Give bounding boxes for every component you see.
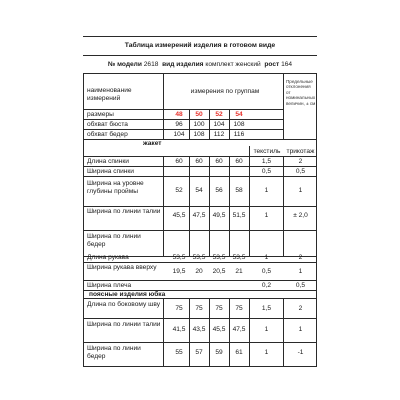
jacket-row-label: Длина спинки	[87, 158, 129, 165]
jacket-knit-tolerance: 2	[298, 158, 303, 165]
rule	[209, 156, 210, 256]
jacket-value: 52	[175, 187, 183, 194]
jacket-value: 20	[195, 268, 203, 275]
header-size-groups: измерения по группам	[190, 88, 260, 95]
body-value: 104	[213, 121, 225, 128]
body-value: 116	[233, 131, 245, 138]
skirt-textile-tolerance: 1	[264, 326, 269, 333]
jacket-textile-tolerance: 0,5	[261, 168, 272, 175]
document-title: Таблица измерений изделия в готовом виде	[124, 42, 276, 49]
jacket-row-label: Ширина плеча	[87, 282, 132, 289]
jacket-value: 60	[175, 158, 183, 165]
height-value: 164	[281, 61, 293, 68]
size-value: 52	[215, 111, 223, 118]
measurement-sheet	[83, 0, 317, 400]
jacket-knit-tolerance: 0,5	[295, 168, 306, 175]
jacket-textile-tolerance: 1	[264, 254, 269, 261]
jacket-textile-tolerance: 1,5	[261, 158, 272, 165]
body-row-label: обхват бюста	[87, 121, 128, 128]
jacket-value: 60	[215, 158, 223, 165]
skirt-knit-tolerance: 1	[298, 326, 303, 333]
body-value: 108	[233, 121, 245, 128]
height-label: рост	[264, 61, 280, 68]
jacket-value: 56	[215, 187, 223, 194]
body-value: 100	[193, 121, 205, 128]
skirt-knit-tolerance: 2	[298, 305, 303, 312]
jacket-value: 53,5	[232, 254, 246, 261]
jacket-value: 58	[235, 187, 243, 194]
header-knit: трикотаж	[286, 148, 315, 155]
sizes-label: размеры	[87, 111, 114, 118]
size-value: 50	[195, 111, 203, 118]
rule	[163, 156, 164, 256]
jacket-knit-tolerance: 1	[298, 268, 303, 275]
rule	[83, 342, 317, 343]
section-skirt: поясные изделия юбка	[89, 291, 166, 298]
jacket-value: 53,5	[192, 254, 206, 261]
skirt-value: 43,5	[192, 326, 206, 333]
product-type-label: вид изделия	[162, 61, 204, 68]
header-tolerance: Предельные отклонения от номинальных величин, ± см	[286, 79, 316, 106]
jacket-textile-tolerance: 0,5	[261, 268, 272, 275]
rule	[83, 139, 317, 140]
rule	[83, 206, 317, 207]
rule	[283, 73, 284, 139]
model-number: 2618	[143, 61, 159, 68]
jacket-value: 53,5	[172, 254, 186, 261]
section-jacket: жакет	[143, 140, 162, 147]
jacket-row-label: Ширина по линии бедер	[87, 233, 141, 248]
jacket-textile-tolerance: 0,2	[261, 282, 272, 289]
jacket-value: 51,5	[232, 212, 246, 219]
skirt-value: 75	[175, 305, 183, 312]
size-value: 54	[235, 111, 243, 118]
jacket-value: 60	[235, 158, 243, 165]
jacket-knit-tolerance: 0,5	[295, 282, 306, 289]
rule	[83, 73, 317, 74]
size-value: 48	[175, 111, 183, 118]
rule	[83, 129, 283, 130]
body-value: 96	[175, 121, 183, 128]
rule	[83, 366, 317, 367]
header-textile: текстиль	[253, 148, 281, 155]
rule	[83, 230, 317, 231]
jacket-row-label: Ширина на уровне глубины проймы	[87, 180, 144, 195]
model-line	[83, 61, 317, 68]
jacket-row-label: Ширина рукава вверху	[87, 264, 157, 271]
rule	[83, 176, 317, 177]
rule	[229, 156, 230, 256]
rule	[83, 55, 317, 56]
body-value: 108	[193, 131, 205, 138]
rule	[83, 73, 84, 366]
skirt-row-label: Ширина по линии бедер	[87, 345, 141, 360]
rule	[83, 280, 317, 281]
jacket-value: 60	[195, 158, 203, 165]
body-value: 104	[173, 131, 185, 138]
jacket-knit-tolerance: ± 2,0	[293, 212, 308, 219]
rule	[83, 318, 317, 319]
skirt-value: 47,5	[232, 326, 246, 333]
skirt-value: 75	[235, 305, 243, 312]
skirt-value: 59	[215, 349, 223, 356]
rule	[83, 166, 317, 167]
rule	[83, 119, 283, 120]
skirt-value: 45,5	[212, 326, 226, 333]
jacket-value: 49,5	[212, 212, 226, 219]
header-measurement-name: наименование измерений	[87, 87, 132, 102]
body-value: 112	[213, 131, 225, 138]
jacket-value: 21	[235, 268, 243, 275]
jacket-textile-tolerance: 1	[264, 212, 269, 219]
skirt-row-label: Ширина по линии талии	[87, 321, 161, 328]
rule	[163, 298, 164, 366]
skirt-value: 61	[235, 349, 243, 356]
skirt-knit-tolerance: -1	[297, 349, 304, 356]
skirt-textile-tolerance: 1	[264, 349, 269, 356]
body-row-label: обхват бедер	[87, 131, 128, 138]
rule	[83, 156, 317, 157]
product-type-value: комплект женский	[205, 61, 261, 68]
skirt-textile-tolerance: 1,5	[261, 305, 272, 312]
skirt-value: 55	[175, 349, 183, 356]
skirt-value: 57	[195, 349, 203, 356]
rule	[83, 36, 317, 37]
jacket-value: 20,5	[212, 268, 226, 275]
skirt-value: 75	[215, 305, 223, 312]
model-label: № модели	[107, 61, 142, 68]
jacket-knit-tolerance: 2	[298, 254, 303, 261]
jacket-value: 19,5	[172, 268, 186, 275]
skirt-value: 75	[195, 305, 203, 312]
jacket-row-label: Ширина спинки	[87, 168, 134, 175]
jacket-value: 53,5	[212, 254, 226, 261]
skirt-row-label: Длина по боковому шву	[87, 301, 161, 308]
rule	[163, 73, 164, 139]
skirt-value: 41,5	[172, 326, 186, 333]
rule	[83, 109, 283, 110]
jacket-knit-tolerance: 1	[298, 187, 303, 194]
jacket-row-label: Ширина по линии талии	[87, 208, 161, 215]
jacket-row-label: Длина рукава	[87, 254, 129, 261]
jacket-value: 45,5	[172, 212, 186, 219]
jacket-textile-tolerance: 1	[264, 187, 269, 194]
rule	[83, 262, 317, 263]
rule	[189, 156, 190, 256]
jacket-value: 47,5	[192, 212, 206, 219]
jacket-value: 54	[195, 187, 203, 194]
